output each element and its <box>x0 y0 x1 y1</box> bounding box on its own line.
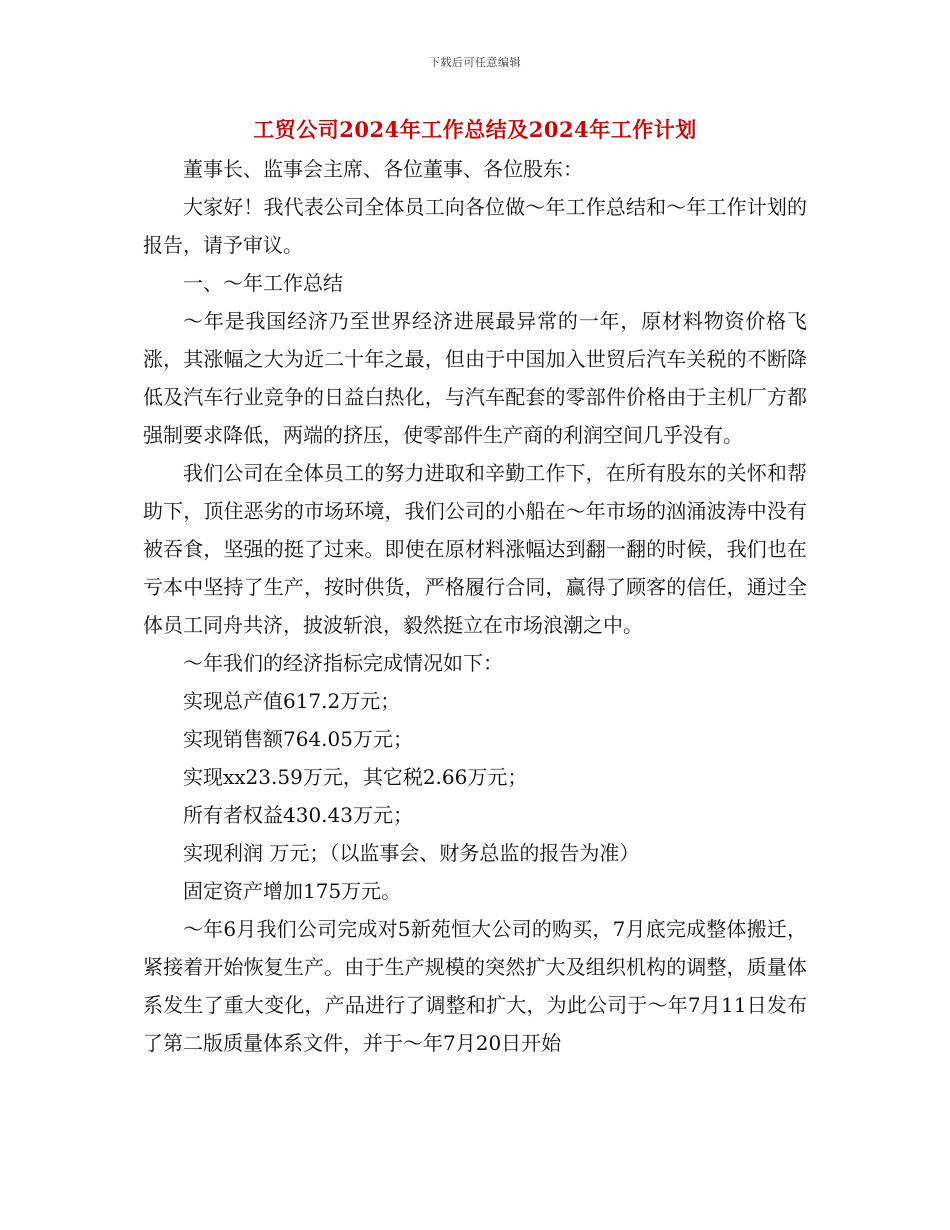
header-note: 下载后可任意编辑 <box>429 56 521 69</box>
indicator-line: 实现利润 万元；（以监事会、财务总监的报告为准） <box>183 841 640 865</box>
indicator-line: 固定资产增加175万元。 <box>183 879 402 903</box>
document-title: 工贸公司2024年工作总结及2024年工作计划 <box>253 117 697 142</box>
indicator-line: 实现xx23.59万元，其它税2.66万元； <box>183 765 528 789</box>
paragraph: ～年我们的经济指标完成情况如下： <box>183 651 503 675</box>
paragraph-greeting: 大家好！我代表公司全体员工向各位做～年工作总结和～年工作计划的报告，请予审议。 <box>143 195 807 257</box>
indicator-line: 所有者权益430.43万元； <box>183 803 413 827</box>
section-heading: 一、～年工作总结 <box>183 271 343 295</box>
paragraph: ～年6月我们公司完成对5新苑恒大公司的购买，7月底完成整体搬迁，紧接着开始恢复生产。由于生产规模的突然扩大及组织机构的调整，质量体系发生了重大变化，产品进行了调整和扩大，为此公司于～年7月11日发布了第二版质量体系文件，并于～年7月20日开始 <box>143 917 807 1055</box>
indicator-line: 实现总产值617.2万元； <box>183 689 401 713</box>
indicator-line: 实现销售额764.05万元； <box>183 727 413 751</box>
document-body <box>143 150 807 1062</box>
paragraph: 我们公司在全体员工的努力进取和辛勤工作下，在所有股东的关怀和帮助下，顶住恶劣的市场环境，我们公司的小船在～年市场的汹涌波涛中没有被吞食，坚强的挺了过来。即使在原材料涨幅达到翻一翻的时候，我们也在亏本中坚持了生产，按时供货，严格履行合同，赢得了顾客的信任，通过全体员工同舟共济，披波斩浪，毅然挺立在市场浪潮之中。 <box>143 461 807 637</box>
paragraph: ～年是我国经济乃至世界经济进展最异常的一年，原材料物资价格飞涨，其涨幅之大为近二十年之最，但由于中国加入世贸后汽车关税的不断降低及汽车行业竞争的日益白热化，与汽车配套的零部件价格由于主机厂方都强制要求降低，两端的挤压，使零部件生产商的利润空间几乎没有。 <box>143 309 807 447</box>
paragraph-salutation: 董事长、监事会主席、各位董事、各位股东： <box>183 157 583 181</box>
